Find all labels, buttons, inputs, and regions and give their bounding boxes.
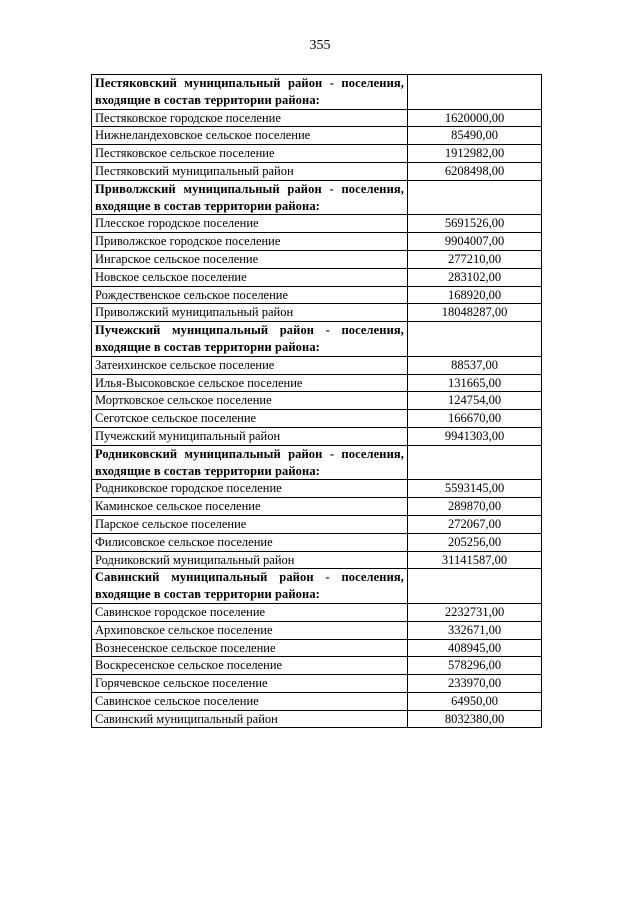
- table-row: [92, 233, 542, 251]
- district-header: Пестяковский муниципальный район - поселения, входящие в состав территории района:: [92, 75, 408, 110]
- table-row: [92, 374, 542, 392]
- settlement-name: Новское сельское поселение: [92, 268, 408, 286]
- amount-value: 6208498,00: [408, 162, 542, 180]
- district-header: Савинский муниципальный район - поселения, входящие в состав территории района:: [92, 569, 408, 604]
- table-row: [92, 603, 542, 621]
- settlement-name: Пестяковское сельское поселение: [92, 145, 408, 163]
- district-header: Пучежский муниципальный район - поселения, входящие в состав территории района:: [92, 322, 408, 357]
- amount-value: 131665,00: [408, 374, 542, 392]
- settlement-name: Архиповское сельское поселение: [92, 621, 408, 639]
- amount-value: 233970,00: [408, 675, 542, 693]
- amount-value: 289870,00: [408, 498, 542, 516]
- budget-table: [91, 74, 542, 728]
- table-row: [92, 127, 542, 145]
- amount-value: 124754,00: [408, 392, 542, 410]
- settlement-name: Приволжское городское поселение: [92, 233, 408, 251]
- settlement-name: Родниковский муниципальный район: [92, 551, 408, 569]
- settlement-name: Пучежский муниципальный район: [92, 427, 408, 445]
- settlement-name: Горячевское сельское поселение: [92, 675, 408, 693]
- settlement-name: Воскресенское сельское поселение: [92, 657, 408, 675]
- table-row: [92, 533, 542, 551]
- amount-value: 408945,00: [408, 639, 542, 657]
- table-row: [92, 692, 542, 710]
- amount-value: 8032380,00: [408, 710, 542, 728]
- district-header-row: [92, 322, 542, 357]
- settlement-name: Вознесенское сельское поселение: [92, 639, 408, 657]
- settlement-name: Мортковское сельское поселение: [92, 392, 408, 410]
- settlement-name: Пестяковское городское поселение: [92, 109, 408, 127]
- table-row: [92, 145, 542, 163]
- amount-value: 85490,00: [408, 127, 542, 145]
- empty-amount-cell: [408, 322, 542, 357]
- settlement-name: Рождественское сельское поселение: [92, 286, 408, 304]
- district-header: Приволжский муниципальный район - поселения, входящие в состав территории района:: [92, 180, 408, 215]
- amount-value: 205256,00: [408, 533, 542, 551]
- settlement-name: Плесское городское поселение: [92, 215, 408, 233]
- table-row: [92, 356, 542, 374]
- district-header-row: [92, 569, 542, 604]
- amount-value: 5691526,00: [408, 215, 542, 233]
- table-row: [92, 551, 542, 569]
- amount-value: 18048287,00: [408, 304, 542, 322]
- amount-value: 9941303,00: [408, 427, 542, 445]
- table-row: [92, 286, 542, 304]
- table-row: [92, 250, 542, 268]
- table-row: [92, 109, 542, 127]
- settlement-name: Родниковское городское поселение: [92, 480, 408, 498]
- table-row: [92, 480, 542, 498]
- empty-amount-cell: [408, 75, 542, 110]
- amount-value: 88537,00: [408, 356, 542, 374]
- amount-value: 277210,00: [408, 250, 542, 268]
- amount-value: 31141587,00: [408, 551, 542, 569]
- amount-value: 272067,00: [408, 515, 542, 533]
- settlement-name: Затеихинское сельское поселение: [92, 356, 408, 374]
- table-row: [92, 710, 542, 728]
- amount-value: 578296,00: [408, 657, 542, 675]
- amount-value: 2232731,00: [408, 603, 542, 621]
- budget-table-body: [92, 75, 542, 728]
- settlement-name: Нижнеландеховское сельское поселение: [92, 127, 408, 145]
- settlement-name: Илья-Высоковское сельское поселение: [92, 374, 408, 392]
- table-row: [92, 268, 542, 286]
- page-number: 355: [309, 38, 331, 53]
- amount-value: 5593145,00: [408, 480, 542, 498]
- table-row: [92, 427, 542, 445]
- settlement-name: Савинское городское поселение: [92, 603, 408, 621]
- district-header-row: [92, 445, 542, 480]
- table-row: [92, 675, 542, 693]
- empty-amount-cell: [408, 180, 542, 215]
- empty-amount-cell: [408, 569, 542, 604]
- table-row: [92, 410, 542, 428]
- table-row: [92, 392, 542, 410]
- amount-value: 64950,00: [408, 692, 542, 710]
- table-row: [92, 215, 542, 233]
- settlement-name: Парское сельское поселение: [92, 515, 408, 533]
- table-row: [92, 515, 542, 533]
- district-header: Родниковский муниципальный район - поселения, входящие в состав территории района:: [92, 445, 408, 480]
- table-row: [92, 304, 542, 322]
- settlement-name: Каминское сельское поселение: [92, 498, 408, 516]
- empty-amount-cell: [408, 445, 542, 480]
- amount-value: 168920,00: [408, 286, 542, 304]
- amount-value: 332671,00: [408, 621, 542, 639]
- amount-value: 283102,00: [408, 268, 542, 286]
- amount-value: 166670,00: [408, 410, 542, 428]
- district-header-row: [92, 180, 542, 215]
- table-row: [92, 621, 542, 639]
- settlement-name: Ингарское сельское поселение: [92, 250, 408, 268]
- amount-value: 1620000,00: [408, 109, 542, 127]
- table-row: [92, 162, 542, 180]
- settlement-name: Филисовское сельское поселение: [92, 533, 408, 551]
- settlement-name: Савинский муниципальный район: [92, 710, 408, 728]
- settlement-name: Сеготское сельское поселение: [92, 410, 408, 428]
- settlement-name: Савинское сельское поселение: [92, 692, 408, 710]
- table-row: [92, 657, 542, 675]
- table-row: [92, 639, 542, 657]
- settlement-name: Пестяковский муниципальный район: [92, 162, 408, 180]
- table-row: [92, 498, 542, 516]
- amount-value: 1912982,00: [408, 145, 542, 163]
- amount-value: 9904007,00: [408, 233, 542, 251]
- settlement-name: Приволжский муниципальный район: [92, 304, 408, 322]
- district-header-row: [92, 75, 542, 110]
